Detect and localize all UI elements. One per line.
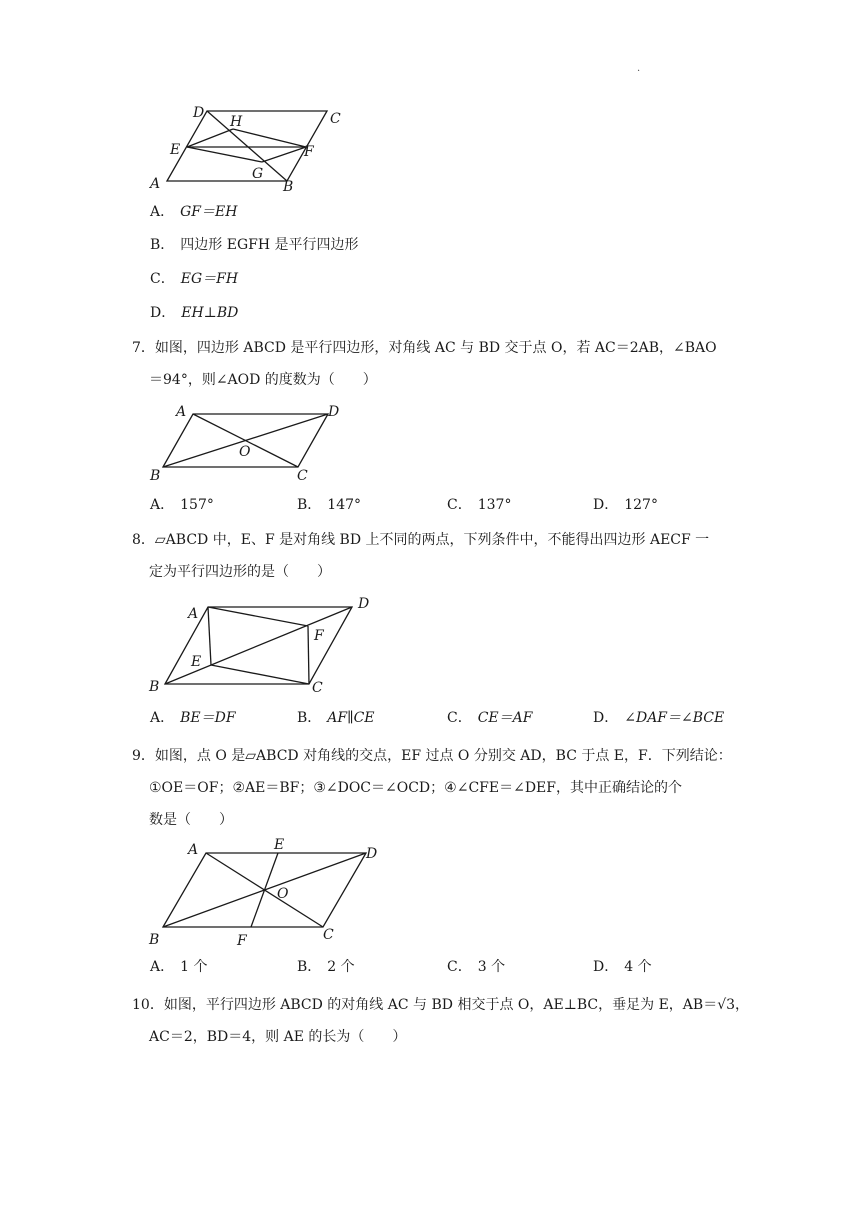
q6-option-b-label: B． — [150, 237, 175, 253]
q8-option-d — [593, 708, 724, 728]
q6-option-d — [150, 303, 238, 323]
q8-option-d-label: D． — [593, 710, 619, 726]
q6-option-b-text: 四边形 EGFH 是平行四边形 — [180, 237, 359, 253]
q8-option-c-label: C． — [447, 710, 472, 726]
q6-option-a-text: GF＝EH — [180, 204, 238, 220]
q9-option-b-text: 2 个 — [327, 959, 355, 975]
q9-option-d — [593, 957, 652, 977]
q6-label-g: G — [252, 166, 264, 182]
q7-option-c — [447, 495, 511, 515]
q7-label-a: A — [176, 404, 187, 420]
q9-option-c-label: C． — [447, 959, 472, 975]
q10-stem — [132, 989, 750, 1053]
q8-figure — [146, 594, 386, 696]
q7-option-c-label: C． — [447, 497, 472, 513]
q8-option-a-text: BE＝DF — [180, 710, 236, 726]
q6-option-d-text: EH⊥BD — [181, 305, 239, 321]
q6-option-b — [150, 235, 359, 255]
q7-label-d: D — [328, 404, 340, 420]
q6-option-a-label: A． — [150, 204, 175, 220]
q7-option-a-text: 157° — [180, 497, 214, 513]
q6-label-a: A — [150, 176, 161, 192]
q10-line-1: 10．如图，平行四边形 ABCD 的对角线 AC 与 BD 相交于点 O，AE⊥BC，垂足为 E，AB＝√3， — [132, 997, 750, 1013]
q9-label-d: D — [366, 846, 378, 862]
q6-segment-hf — [233, 129, 306, 147]
q8-option-a-label: A． — [150, 710, 175, 726]
q8-option-b — [297, 708, 375, 728]
q9-option-b — [297, 957, 355, 977]
q8-stem — [132, 524, 742, 588]
q9-stem — [132, 740, 742, 836]
q9-label-e: E — [274, 837, 285, 853]
q9-figure — [146, 836, 386, 948]
q9-label-o: O — [277, 886, 289, 902]
q7-stem — [132, 332, 742, 396]
q8-label-f: F — [314, 628, 324, 644]
q7-option-a-label: A． — [150, 497, 175, 513]
q9-option-a — [150, 957, 207, 977]
q6-option-c-text: EG＝FH — [180, 271, 239, 287]
q8-label-e: E — [191, 654, 202, 670]
q7-figure — [146, 400, 346, 482]
q7-label-o: O — [239, 444, 251, 460]
q6-option-a — [150, 202, 237, 222]
q9-option-d-text: 4 个 — [624, 959, 652, 975]
q9-line-3: 数是（ ） — [149, 812, 233, 828]
q8-segment-fc — [308, 626, 309, 684]
q9-option-d-label: D． — [593, 959, 619, 975]
q8-option-a — [150, 708, 236, 728]
q8-line-2: 定为平行四边形的是（ ） — [149, 564, 331, 580]
q6-diagonal-bd — [207, 111, 287, 181]
q9-option-a-text: 1 个 — [180, 959, 208, 975]
q8-label-d: D — [358, 596, 370, 612]
q9-option-c — [447, 957, 505, 977]
q10-line-2: AC＝2，BD＝4，则 AE 的长为（ ） — [149, 1029, 407, 1045]
q8-label-b: B — [149, 679, 160, 695]
q9-option-a-label: A． — [150, 959, 175, 975]
q6-label-d: D — [193, 105, 205, 121]
q7-label-c: C — [297, 468, 308, 484]
q7-line-2: ＝94°，则∠AOD 的度数为（ ） — [149, 372, 377, 388]
q8-option-c-text: CE＝AF — [477, 710, 533, 726]
q6-figure — [150, 102, 360, 197]
q7-option-a — [150, 495, 214, 515]
q8-segment-ec — [211, 665, 309, 684]
q7-option-c-text: 137° — [477, 497, 512, 513]
q8-label-a: A — [188, 606, 199, 622]
q9-label-b: B — [149, 932, 160, 948]
q6-segment-eh — [187, 129, 233, 147]
q9-line-1: 9．如图，点 O 是▱ABCD 对角线的交点，EF 过点 O 分别交 AD，BC 于点 E，F．下列结论： — [132, 748, 732, 764]
q6-option-d-label: D． — [150, 305, 176, 321]
q6-label-f: F — [304, 144, 314, 160]
q7-option-d-text: 127° — [624, 497, 658, 513]
q7-option-b-label: B． — [297, 497, 322, 513]
header-mark: · — [637, 66, 641, 77]
q6-label-b: B — [283, 179, 294, 195]
q8-option-c — [447, 708, 532, 728]
q9-label-a: A — [188, 842, 199, 858]
q7-option-d — [593, 495, 658, 515]
q9-segment-ef — [251, 853, 278, 927]
q6-label-c: C — [330, 111, 341, 127]
q8-option-b-label: B． — [297, 710, 322, 726]
q8-line-1: 8．▱ABCD 中，E、F 是对角线 BD 上不同的两点，下列条件中，不能得出四边形 AECF 一 — [132, 532, 710, 548]
q6-option-c-label: C． — [150, 271, 175, 287]
q9-line-2: ①OE＝OF；②AE＝BF；③∠DOC＝∠OCD；④∠CFE＝∠DEF，其中正确结论的个 — [149, 780, 682, 796]
q9-label-f: F — [237, 933, 247, 949]
q8-segment-ae — [208, 607, 211, 665]
q9-label-c: C — [323, 927, 334, 943]
q8-label-c: C — [312, 680, 323, 696]
q7-option-d-label: D． — [593, 497, 619, 513]
q6-label-e: E — [170, 142, 181, 158]
q7-option-b-text: 147° — [327, 497, 362, 513]
q8-option-b-text: AF∥CE — [327, 710, 375, 726]
q6-option-c — [150, 269, 238, 289]
q6-label-h: H — [230, 114, 243, 130]
q7-line-1: 7．如图，四边形 ABCD 是平行四边形，对角线 AC 与 BD 交于点 O，若 AC＝2AB，∠BAO — [132, 340, 717, 356]
q9-option-c-text: 3 个 — [477, 959, 506, 975]
q7-label-b: B — [150, 468, 161, 484]
q7-option-b — [297, 495, 361, 515]
q8-segment-af — [208, 607, 308, 626]
q8-option-d-text: ∠DAF＝∠BCE — [624, 710, 725, 726]
q9-option-b-label: B． — [297, 959, 322, 975]
